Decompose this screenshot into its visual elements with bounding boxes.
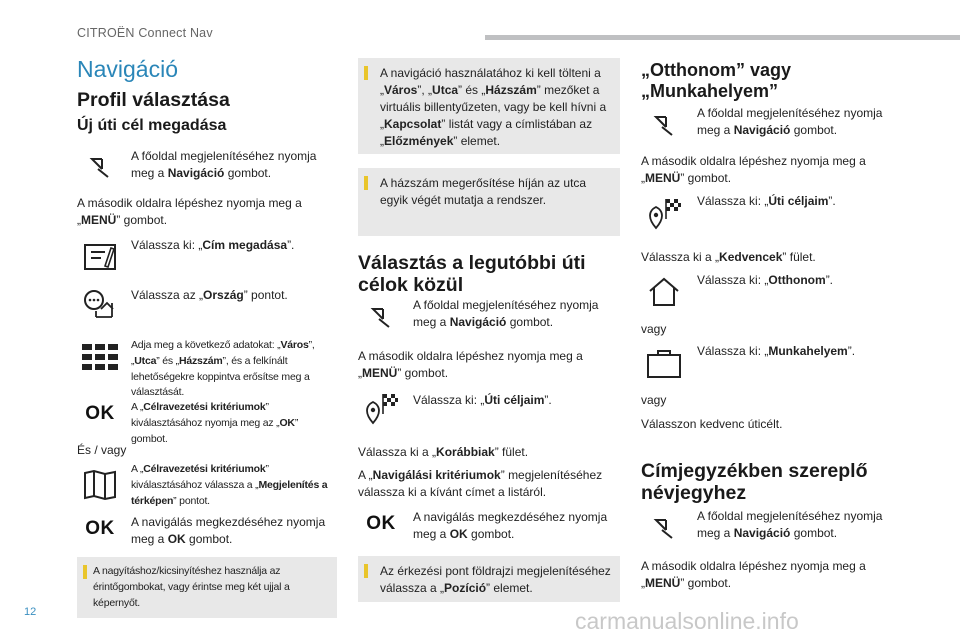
navigation-icon xyxy=(80,150,120,184)
page-title: Navigáció xyxy=(77,56,178,82)
col1-step2-text: Válassza ki: „Cím megadása”. xyxy=(131,238,295,252)
col1-step3-text: Válassza az „Ország” pontot. xyxy=(131,288,288,302)
col3-or2-text: vagy xyxy=(641,393,667,407)
col2-step2-text: Válassza ki: „Úti céljaim”. xyxy=(413,393,552,407)
destinations-flag-icon xyxy=(361,392,401,426)
navigation-icon xyxy=(361,300,401,334)
section-title-contacts: Címjegyzékben szereplő névjegyhez xyxy=(641,460,868,505)
work-icon xyxy=(644,346,684,380)
watermark: carmanualsonline.info xyxy=(575,608,799,634)
section-title-home-work: „Otthonom” vagy „Munkahelyem” xyxy=(641,60,792,101)
col1-step1-text: A főoldal megjelenítéséhez nyomja meg a Navigáció gombot. xyxy=(131,149,317,181)
section-title-profile: Profil választása xyxy=(77,89,230,111)
col2-note2-box xyxy=(358,168,620,236)
col2-note3-text: Az érkezési pont földrajzi megjelenítéséhez válassza a „Pozíció” elemet. xyxy=(380,564,611,596)
col1-or-text: És / vagy xyxy=(77,443,127,457)
col2-note1-box xyxy=(358,58,620,154)
col3-step4-text: Válassza ki: „Munkahelyem”. xyxy=(697,344,856,358)
col3-tab-text: Válassza ki a „Kedvencek” fület. xyxy=(641,250,816,264)
col3-favorite-text: Válasszon kedvenc úticélt. xyxy=(641,417,783,431)
country-select-icon xyxy=(80,288,120,322)
map-icon xyxy=(80,468,120,502)
section-title-recent: Választás a legutóbbi úti célok közül xyxy=(358,252,586,297)
subsection-title-new-destination: Új úti cél megadása xyxy=(77,117,227,134)
header-divider-bar xyxy=(485,35,960,40)
col2-menu-text: A második oldalra lépéshez nyomja meg a „MENÜ” gombot. xyxy=(358,349,583,381)
col2-step3-text: A navigálás megkezdéséhez nyomja meg a OK gombot. xyxy=(413,510,608,542)
col2-step1-text: A főoldal megjelenítéséhez nyomja meg a Navigáció gombot. xyxy=(413,298,599,330)
col1-step5-text: A „Célravezetési kritériumok” kiválasztásához nyomja meg az „OK” gombot. xyxy=(131,401,299,445)
address-entry-icon xyxy=(80,240,120,274)
ok-icon: OK xyxy=(85,403,115,424)
col2-note3-box xyxy=(358,556,620,602)
ok-icon: OK xyxy=(366,513,396,534)
home-icon xyxy=(644,275,684,309)
col1-note-text: A nagyításhoz/kicsinyítéshez használja az érintőgombokat, vagy érintse meg két ujjal a képernyőt. xyxy=(93,565,290,609)
navigation-icon xyxy=(644,108,684,142)
col3-or1-text: vagy xyxy=(641,322,667,336)
col3-menu2-text: A második oldalra lépéshez nyomja meg a „MENÜ” gombot. xyxy=(641,559,866,591)
col2-note1-text: A navigáció használatához ki kell tölteni a „Város”, „Utca” és „Házszám” mezőket a virtuális billentyűzeten, vagy be kell hívni a „Kapcsolat” listát vagy a címlistában az „Előzmények” elemet. xyxy=(380,66,607,149)
col1-step7-text: A navigálás megkezdéséhez nyomja meg a OK gombot. xyxy=(131,515,326,547)
header-title: CITROËN Connect Nav xyxy=(77,26,213,40)
col2-tab-text: Válassza ki a „Korábbiak” fület. xyxy=(358,445,529,459)
col1-step4-text: Adja meg a következő adatokat: „Város”, „Utca” és „Házszám”, és a felkínált lehetőségekre koppintva erősítse meg a választását. xyxy=(131,339,315,399)
col3-step3-text: Válassza ki: „Otthonom”. xyxy=(697,273,834,287)
col1-step6-text: A „Célravezetési kritériumok” kiválasztásához válassza a „Megjelenítés a térképen” pontot. xyxy=(131,463,328,507)
note-marker xyxy=(364,176,368,190)
note-marker xyxy=(83,565,87,579)
col2-note2-text: A házszám megerősítése híján az utca egyik végét mutatja a rendszer. xyxy=(380,176,587,208)
note-marker xyxy=(364,66,368,80)
col3-menu-text: A második oldalra lépéshez nyomja meg a „MENÜ” gombot. xyxy=(641,154,866,186)
keyboard-icon xyxy=(80,340,120,374)
col1-menu-text: A második oldalra lépéshez nyomja meg a „MENÜ” gombot. xyxy=(77,196,302,228)
col2-criteria-text: A „Navigálási kritériumok” megjelenítéséhez válassza ki a kívánt címet a listáról. xyxy=(358,468,603,500)
col3-step1-text: A főoldal megjelenítéséhez nyomja meg a Navigáció gombot. xyxy=(697,106,883,138)
page-number: 12 xyxy=(24,606,37,618)
col3-step2-text: Válassza ki: „Úti céljaim”. xyxy=(697,194,836,208)
col3-step5-text: A főoldal megjelenítéséhez nyomja meg a Navigáció gombot. xyxy=(697,509,883,541)
ok-icon: OK xyxy=(85,518,115,539)
col1-note-box xyxy=(77,557,337,618)
note-marker xyxy=(364,564,368,578)
destinations-flag-icon xyxy=(644,197,684,231)
navigation-icon xyxy=(644,511,684,545)
